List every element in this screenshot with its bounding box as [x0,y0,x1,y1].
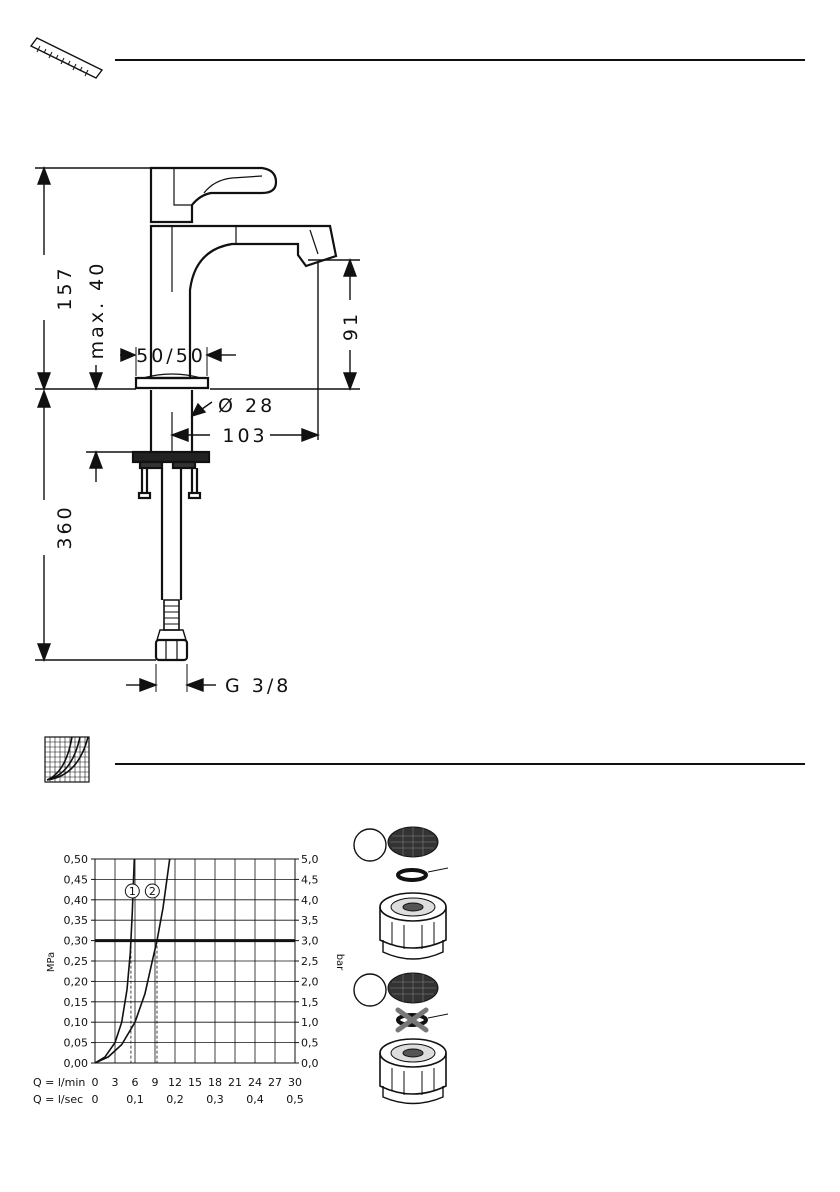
x-tick-label-lmin: 18 [208,1076,222,1089]
x-tick-label-lmin: 6 [131,1076,139,1089]
dim-lever-angle: 50/50 [136,345,206,367]
y-tick-label-bar: 0,5 [301,1036,319,1050]
y-tick-label-mpa: 0,50 [63,853,88,866]
y-tick-label-mpa: 0,45 [63,873,88,887]
y-tick-label-bar: 1,5 [301,995,319,1009]
x-tick-label-lmin: 0 [91,1076,99,1089]
aerator-icon [380,893,446,959]
flow-chart [33,853,345,1106]
chart-ticks [64,853,319,1106]
dim-below-deck: 360 [54,504,76,550]
series-label-2: 2 [148,885,156,898]
y-tick-label-bar: 1,0 [301,1016,319,1030]
x-tick-label-lmin: 27 [268,1076,282,1089]
y-tick-label-mpa: 0,20 [63,975,88,989]
y-tick-label-mpa: 0,30 [63,934,88,948]
y-tick-label-mpa: 0,15 [63,995,88,1009]
dim-spout-reach: 103 [222,425,268,447]
dim-spout-height: 91 [340,310,362,342]
chart-xlabel-lsec: Q = l/sec [33,1093,84,1106]
x-tick-label-lsec: 0,3 [206,1093,224,1106]
x-tick-label-lmin: 3 [111,1076,119,1089]
dimension-lines [35,168,360,692]
option-marker-1 [354,829,386,861]
x-tick-label-lsec: 0,4 [246,1093,264,1106]
dim-max-thickness: max. 40 [86,260,108,360]
aerator-icon [380,1039,446,1104]
y-tick-label-mpa: 0,05 [63,1036,88,1050]
y-tick-label-bar: 2,0 [301,975,319,989]
x-tick-label-lmin: 15 [188,1076,202,1089]
y-tick-label-bar: 2,5 [301,955,319,968]
y-tick-label-mpa: 0,40 [63,893,88,907]
x-tick-label-lmin: 21 [228,1076,242,1089]
dim-connection: G 3/8 [225,675,292,697]
chart-xlabel-lmin: Q = l/min [33,1076,86,1089]
flow-diagram-icon [45,737,89,782]
option-marker-2 [354,974,386,1006]
x-tick-label-lsec: 0 [91,1093,99,1106]
y-tick-label-bar: 3,0 [301,934,319,948]
x-tick-label-lsec: 0,2 [166,1093,184,1106]
y-tick-label-bar: 3,5 [301,914,319,928]
x-tick-label-lmin: 12 [168,1076,182,1089]
aerator-option-2 [354,973,448,1104]
x-tick-label-lmin: 30 [288,1076,302,1089]
y-tick-label-bar: 4,0 [301,893,319,907]
y-tick-label-mpa: 0,00 [63,1057,88,1070]
dim-diameter: Ø 28 [218,395,276,417]
series-label-1: 1 [128,885,136,898]
x-tick-label-lmin: 9 [151,1076,159,1089]
chart-ylabel-left: MPa [46,951,57,973]
x-tick-label-lsec: 0,5 [286,1093,304,1106]
y-tick-label-bar: 0,0 [301,1057,319,1070]
ruler-icon [31,38,102,78]
chart-ylabel-right: bar [334,953,345,971]
y-tick-label-bar: 4,5 [301,873,319,887]
aerator-option-1 [354,827,448,959]
y-tick-label-mpa: 0,10 [63,1016,88,1030]
x-tick-label-lsec: 0,1 [126,1093,144,1106]
dim-height-total: 157 [54,265,76,311]
y-tick-label-bar: 5,0 [301,853,319,866]
x-tick-label-lmin: 24 [248,1076,262,1089]
y-tick-label-mpa: 0,35 [63,914,88,928]
o-ring [398,870,426,880]
y-tick-label-mpa: 0,25 [63,955,88,968]
